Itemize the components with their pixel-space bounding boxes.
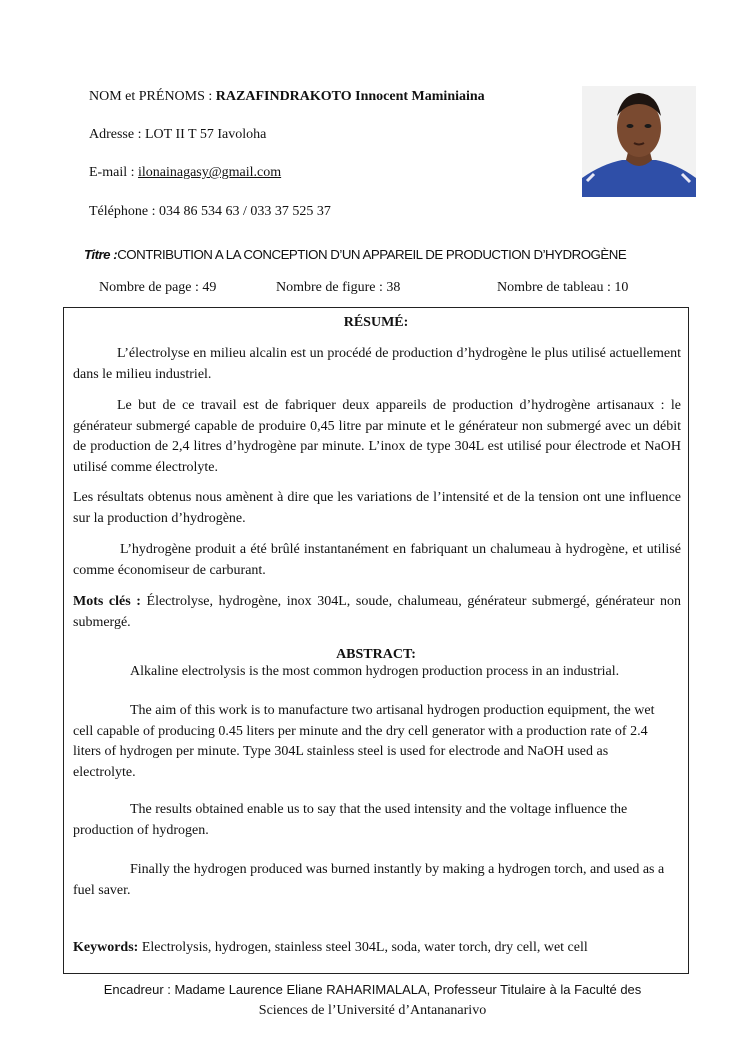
phone-line (89, 204, 331, 220)
figure-count: Nombre de figure : 38 (276, 280, 401, 295)
name-label: NOM et PRÉNOMS : (89, 89, 216, 104)
summary-box (63, 307, 689, 974)
university-line: Sciences de l’Université d’Antananarivo (258, 1003, 487, 1018)
email-link[interactable]: ilonainagasy@gmail.com (138, 165, 282, 180)
abstract-keywords-value: Electrolysis, hydrogen, stainless steel 304L, soda, water torch, dry cell, wet cell (141, 940, 588, 955)
title-label: Titre : (84, 247, 118, 262)
page-count: Nombre de page : 49 (99, 280, 217, 295)
name-value: RAZAFINDRAKOTO Innocent Maminiaina (215, 89, 485, 104)
abstract-paragraph-3: The results obtained enable us to say that the used intensity and the voltage influence the production of hydrogen. (73, 802, 628, 838)
name-line (89, 89, 485, 105)
portrait-image (582, 86, 696, 197)
email-label: E-mail : (89, 165, 138, 180)
address-label: Adresse : (89, 127, 145, 142)
resume-keywords-label: Mots clés : (73, 594, 147, 609)
resume-paragraph-1: L’électrolyse en milieu alcalin est un procédé de production d’hydrogène le plus utilisé actuellement dans le milieu industriel. (73, 346, 681, 382)
resume-paragraph-3: Les résultats obtenus nous amènent à dire que les variations de l’intensité et de la tension ont une influence sur la production d’hydrogène. (73, 490, 681, 526)
abstract-heading: ABSTRACT: (336, 647, 416, 662)
resume-heading: RÉSUMÉ: (343, 315, 409, 330)
thesis-title (84, 247, 704, 262)
supervisor-line: Encadreur : Madame Laurence Eliane RAHARIMALALA, Professeur Titulaire à la Faculté des (103, 982, 642, 997)
table-count: Nombre de tableau : 10 (497, 280, 629, 295)
address-line (89, 127, 266, 143)
address-value: LOT II T 57 Iavoloha (145, 127, 267, 142)
abstract-keywords-label: Keywords: (73, 940, 142, 955)
abstract-keywords (73, 938, 673, 959)
portrait-photo (582, 86, 696, 197)
title-value: CONTRIBUTION A LA CONCEPTION D’UN APPAREIL DE PRODUCTION D’HYDROGÈNE (117, 247, 627, 262)
abstract-paragraph-4: Finally the hydrogen produced was burned instantly by making a hydrogen torch, and used as a fuel saver. (73, 862, 665, 898)
resume-keywords-value: Électrolyse, hydrogène, inox 304L, soude, chalumeau, générateur submergé, générateur non submergé. (73, 594, 681, 630)
email-line (89, 165, 281, 181)
resume-keywords (73, 592, 681, 633)
phone-label: Téléphone : (89, 204, 159, 219)
resume-paragraph-4: L’hydrogène produit a été brûlé instantanément en fabriquant un chalumeau à hydrogène, et utilisé comme économiseur de carburant. (73, 542, 681, 578)
resume-paragraph-2: Le but de ce travail est de fabriquer deux appareils de production d’hydrogène artisanaux : le générateur submergé capable de produire 0,45 litre par minute et le générateur non submergé avec un débit de production de 2,4 litres d’hydrogène par minute. L’inox de type 304L est utilisé pour électrode et NaOH utilisé comme électrolyte. (73, 398, 681, 475)
abstract-paragraph-1: Alkaline electrolysis is the most common hydrogen production process in an industrial. (130, 664, 620, 679)
abstract-paragraph-2: The aim of this work is to manufacture two artisanal hydrogen production equipment, the wet cell capable of producing 0.45 liters per minute and the dry cell generator with a production rate of 2.4 liters of hydrogen per minute. Type 304L stainless steel is used for electrode and NaOH used as electrolyte. (73, 703, 655, 780)
phone-value: 034 86 534 63 / 033 37 525 37 (158, 204, 331, 219)
